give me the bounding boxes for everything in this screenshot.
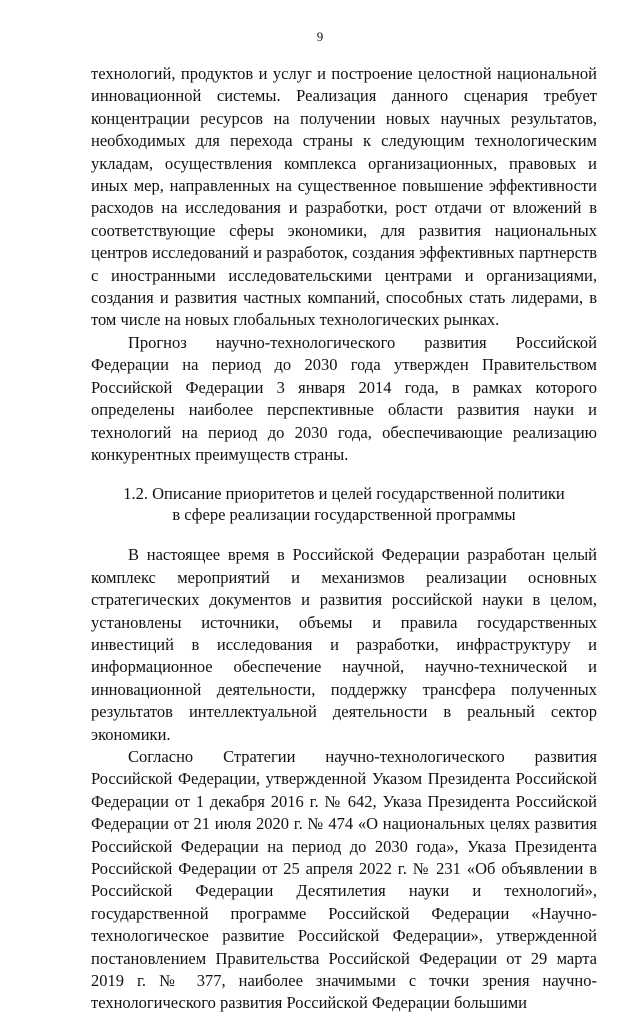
paragraph-strategy: Согласно Стратегии научно-технологического развития Российской Федерации, утвержденной Указом Президента Российской Федерации от 1 декабря 2016 г. № 642, Указа Президента Российской Федерации от 21 июля 2020 г. № 474 «О национальных целях развития Российской Федерации на период до 2030 года», Указа Президента Российской Федерации от 25 апреля 2022 г. № 231 «Об объявлении в Российской Федерации Десятилетия науки и технологий», государственной программе Российской Федерации «Научно-технологическое развитие Российской Федерации», утвержденной постановлением Правительства Российской Федерации от 29 марта 2019 г. № 377, наиболее значимыми с точки зрения научно-технологического развития Российской Федерации большими [91, 746, 597, 1013]
page-number: 9 [316, 29, 324, 44]
paragraph-measures: В настоящее время в Российской Федерации разработан целый комплекс мероприятий и механизмов реализации основных стратегических документов и развития российской науки в целом, установлены источники, объемы и правила государственных инвестиций в исследования и разработки, инфраструктуру и информационное обеспечение научной, научно-технической и инновационной деятельности, поддержку трансфера полученных результатов интеллектуальной деятельности в реальный сектор экономики. [91, 545, 597, 744]
document-body [91, 63, 597, 1015]
section-heading [91, 483, 597, 525]
section-heading-line-2: в сфере реализации государственной программы [172, 505, 516, 525]
paragraph-scenario: технологий, продуктов и услуг и построение целостной национальной инновационной системы. Реализация данного сценария требует концентрации ресурсов на получении новых научных результатов, необходимых для перехода страны к следующим технологическим укладам, осуществления комплекса организационных, правовых и иных мер, направленных на существенное повышение эффективности расходов на исследования и разработки, рост отдачи от вложений в соответствующие сферы экономики, для развития национальных центров исследований и разработок, создания эффективных партнерств с иностранными исследовательскими центрами и организациями, создания и развития частных компаний, способных стать лидерами, в том числе на новых глобальных технологических рынках. [91, 64, 597, 330]
section-heading-line-1: 1.2. Описание приоритетов и целей государственной политики [123, 484, 565, 504]
paragraph-forecast: Прогноз научно-технологического развития Российской Федерации на период до 2030 года утвержден Правительством Российской Федерации 3 января 2014 года, в рамках которого определены наиболее перспективные области развития науки и технологий на период до 2030 года, обеспечивающие реализацию конкурентных преимуществ страны. [91, 332, 597, 464]
